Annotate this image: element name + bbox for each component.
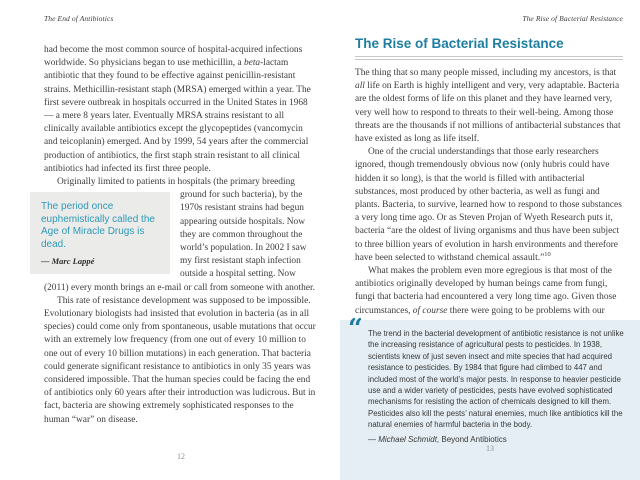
- block-quote-text: The trend in the bacterial development of antibiotic resistance is not unlike the increasing resistance of agricultural pests to pesticides. In 1938, scientists knew of just seven insect and mite species that had acquired resistance to pesticides. By 1984 that figure had climbed to 447 and included most of the world’s major pests. In response to heavier pesticide use and a wider variety of pesticides, pests have evolved sophisticated mechanisms for resisting the action of chemicals designed to kill them. Pesticides also kill the pests’ natural enemies, much like antibiotics kill the natural enemies of harmful bacteria in the body.: [368, 329, 624, 430]
- paragraph-lead-line: Originally limited to patients in hospitals (the primary breeding: [57, 177, 295, 188]
- page-number-right: 13: [486, 444, 494, 453]
- chapter-title: The Rise of Bacterial Resistance: [355, 36, 564, 51]
- running-header-left: The End of Antibiotics: [44, 14, 114, 23]
- attribution-author: Michael Schmidt: [378, 434, 437, 444]
- paragraph: The thing that so many people missed, including my ancestors, is that all life on Earth is highly intelligent and very, very adaptable. Bacteria are the oldest forms of life on this planet and they have learned very, very well how to respond to threats to their well-being. Among those threats are the thousands if not millions of antibacterial substances that have existed as long as life itself.: [355, 68, 621, 145]
- pull-quote-text: The period once euphemistically called the Age of Miracle Drugs is dead.: [41, 201, 155, 250]
- attribution-book-title: , Beyond Antibiotics: [436, 434, 507, 444]
- left-body-column: [41, 44, 318, 427]
- quote-icon: “: [348, 314, 363, 344]
- pull-quote-box: [30, 192, 170, 274]
- attribution-dash: —: [368, 434, 379, 444]
- paragraph: This rate of resistance development was supposed to be impossible. Evolutionary biologists had insisted that evolution in bacteria (as in all species) could come only from spontaneous, usable mutations that occur with an extremely low frequency (from one out of every 10 million to one out of every 10 billion mutations) in each generation. That bacteria could generate significant resistance to antibiotics in only 35 years was considered impossible. That the human species could be facing the end of antibiotics only 60 years after their introduction was ludicrous. But in fact, bacteria are showing extremely sophisticated responses to the human “war” on disease.: [44, 295, 316, 425]
- title-double-rule: [355, 56, 623, 60]
- paragraph: One of the crucial understandings that those early researchers ignored, though tremendously obvious now (only hubris could have hidden it so long), is that the world is filled with antibacterial substances, most produced by other bacteria, as well as fungi and plants. Bacteria, to survive, learned how to respond to those substances a very long time ago. Or as Steven Projan of Wyeth Research puts it, bacteria “are the oldest of living organisms and thus have been subject to three billion years of evolution in harsh environments and therefore have been selected to withstand chemical assault.”$^{10}$: [355, 147, 622, 263]
- paragraph-with-pullquote: [41, 176, 318, 295]
- paragraph-wrapped-text: ground for such bacteria), by the 1970s resistant strains had begun appearing outside hospitals. Now they are common throughout the world’s population. In 2002 I saw my first resistant staph infection outside a hospital setting. Now (2011) every month brings an e-mail or call from someone with another.: [44, 190, 315, 293]
- running-header-right: The Rise of Bacterial Resistance: [522, 14, 623, 23]
- paragraph-continuation: had become the most common source of hospital-acquired infections worldwide. So physicians began to use methicillin, a beta-lactam antibiotic that they found to be effective against penicillin-resistant strains. Methicillin-resistant staph (MRSA) emerged within a year. The first severe outbreak in hospitals occurred in the United States in 1968 — a mere 8 years later. Eventually MRSA strains resistant to all clinically available antibiotics except the glycopeptides (vancomycin and teicoplanin) emerged. And by 1999, 54 years after the commercial production of antibiotics, the first staph strain resistant to all clinical antibiotics had infected its first three people.: [44, 45, 311, 174]
- page-number-left: 12: [177, 452, 185, 461]
- pull-quote-attribution: — Marc Lappé: [41, 256, 95, 267]
- block-quote-attribution: [368, 434, 626, 445]
- paragraph: What makes the problem even more egregious is that most of the antibiotics originally developed by human beings came from fungi, fungi that bacteria had encountered a very long time ago. Given those circumstances, of course there were going to be problems with our: [355, 266, 617, 316]
- page-left: [41, 14, 318, 427]
- block-quote-panel: [340, 314, 640, 480]
- page-right: [355, 14, 623, 318]
